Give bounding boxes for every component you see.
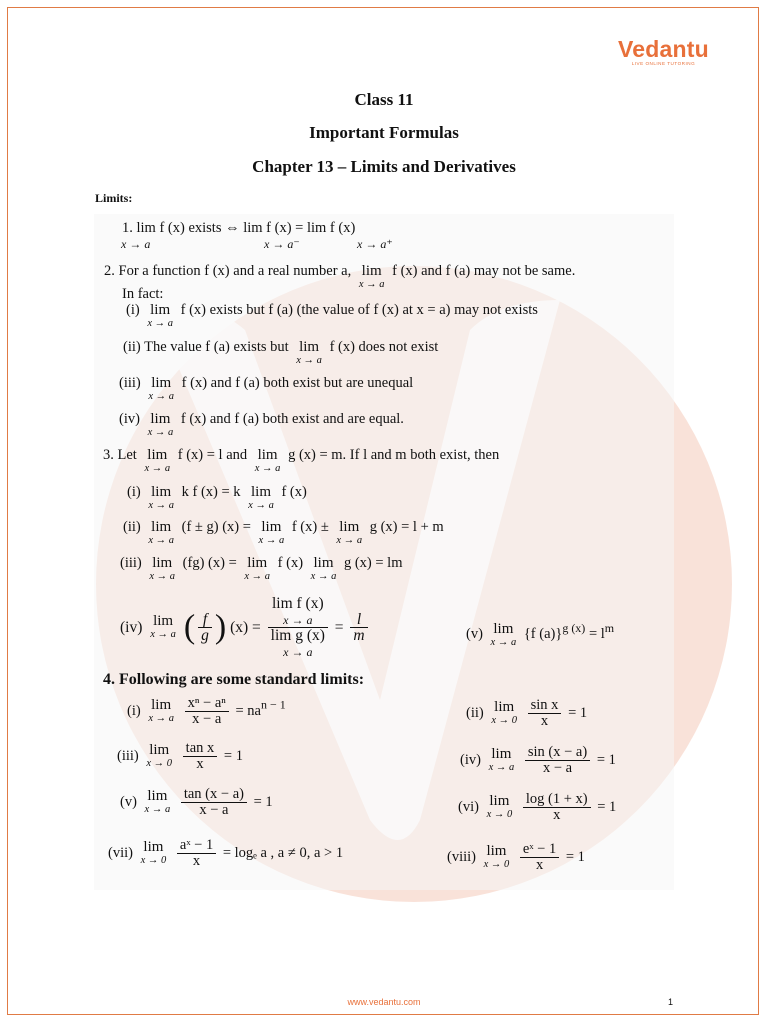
fraction: $\frac{\text{tan x}}{x}$ [183,741,218,771]
exponent: n − 1 [260,697,286,712]
item-label: (viii) [447,848,476,865]
limit-subscript: x → a⁺ [357,237,393,251]
item-text: (x) = [230,618,261,636]
item-text: (fg) (x) = [182,555,237,571]
item-label: (iii) [120,555,142,571]
formula-3-ii [123,520,444,547]
lim-operator: lim x → a [490,621,517,648]
item-text: k f (x) = k [181,484,241,500]
formula-item-3 [103,448,499,475]
formula-3-iv: (iv) lim x → a ( $\frac{f}{g}$ ) (x) = lim f (x) x → a lim g (x) x → a = $\frac{l}{m}$ [120,596,371,659]
limit-subscript: x → a⁻ [264,237,300,251]
class-title: Class 11 [354,90,414,109]
item-text: g (x) = lm [343,555,403,571]
item-text: f (x) ± [291,519,329,535]
lim-operator: lim x → 0 [483,842,510,870]
fraction: $\frac{\log (1 + x)}{x}$ [523,792,591,822]
lim-operator: lim x → a [488,745,515,773]
fraction: $\frac{\sin (x - a)}{x - a}$ [525,745,590,775]
formula-3-i [127,485,307,512]
item-text: f (x) and f (a) both exist and are equal. [180,411,404,427]
fraction: $\frac{\tan (x - a)}{x - a}$ [181,787,247,817]
item-text: {f (a)} [523,625,563,642]
result: = 1 [596,751,616,768]
lim-operator: lim x → a [244,555,271,582]
lim-operator: lim x → a [254,447,281,474]
standard-limit-i [127,696,286,726]
formula-2-i [126,303,538,330]
result: = logₑ a , a ≠ 0, a > 1 [222,844,344,861]
result: = 1 [223,747,243,764]
item-text: (f ± g) (x) = [181,519,251,535]
formula-2-iv [119,412,404,439]
section-label-limits: Limits: [95,191,133,205]
item-text: f (x) = l and [177,447,248,463]
lim-operator: lim x → a [258,519,285,546]
result: = 1 [568,704,588,721]
item-label: (v) [120,793,137,810]
item-label: (v) [466,625,483,642]
item-number: 2. [104,263,115,279]
formula-item-2 [104,264,575,291]
standard-limit-v [120,787,273,817]
lim-operator: lim x → a [144,787,171,815]
item-text: f (x) does not exist [329,339,439,355]
item-text: f (x) and f (a) both exist but are unequal [181,375,414,391]
standard-limit-vii [108,838,343,868]
item-label: (iv) [119,411,140,427]
lim-operator: lim x → a [149,555,176,582]
item-text: The value f (a) exists but [144,339,289,355]
item-label: (vii) [108,844,133,861]
formula-item-1 [122,221,355,236]
lim-operator: lim x → a [150,613,176,641]
lim-operator: lim x → a [336,519,363,546]
formula-2-iii [119,376,413,403]
chapter-title: Chapter 13 – Limits and Derivatives [252,157,516,176]
result: = na [235,702,261,719]
fraction-f-over-g: $\frac{f}{g}$ [198,612,212,644]
logo-tagline: LIVE ONLINE TUTORING [631,61,696,66]
item-label: (i) [126,302,140,318]
lim-operator: lim x → 0 [140,838,167,866]
lim-operator: lim x → a [144,447,171,474]
exponent: m [604,621,615,635]
item-label: (ii) [123,339,141,355]
standard-limit-viii [447,842,585,872]
standard-limit-ii [466,698,587,728]
lim-operator: lim x → a [310,555,337,582]
logo-wordmark: Vedantu [618,36,709,62]
item-text: f (x) [281,484,307,500]
item-text: For a function f (x) and a real number a, [118,263,352,279]
lim-operator: lim x → a [148,484,174,511]
result: = 1 [253,793,273,810]
item-label: (vi) [458,798,479,815]
lim-operator: lim x → a [147,411,174,438]
item-label: (iv) [460,751,481,768]
item-text: f (x) [277,555,304,571]
lim-operator: lim x → a [358,263,385,290]
item-number: 3. [103,447,114,463]
formula-3-v [466,622,614,649]
item-text: = l [588,625,605,642]
page-number: 1 [668,997,674,1007]
lim-operator: lim x → a [148,519,175,546]
standard-limit-iv [460,745,616,775]
result: = 1 [597,798,617,815]
limit-subscript: x → a [121,237,151,251]
fraction-l-over-m: $\frac{l}{m}$ [350,612,367,644]
fraction: $\frac{\text{aˣ − 1}}{x}$ [177,838,216,868]
item-text: Let [117,447,137,463]
standard-limit-vi [458,792,616,822]
fraction: $\frac{\text{xⁿ − aⁿ}}{x - a}$ [185,696,229,726]
lim-operator: lim x → 0 [146,741,173,769]
item-number: 1. [122,220,133,236]
fraction-lim-ratio: lim f (x) x → a lim g (x) x → a [268,596,328,659]
footer-url-link[interactable]: www.vedantu.com [347,997,421,1007]
fraction: $\frac{\text{eˣ − 1}}{x}$ [520,842,559,872]
lim-operator: lim x → a [148,375,175,402]
item-text: f (x) exists but f (a) (the value of f (x) at x = a) may not exists [180,302,538,318]
in-fact-label: In fact: [122,286,164,302]
item-label: (i) [127,702,141,719]
item-text: lim f (x) exists ⇔ lim f (x) = lim f (x) [136,220,356,236]
formula-3-iii [120,556,403,583]
formulas-title: Important Formulas [309,123,459,142]
result: = 1 [565,848,585,865]
lim-operator: lim x → a [148,696,174,724]
lim-operator: lim x → a [248,484,274,511]
item-text: f (x) and f (a) may not be same. [392,263,576,279]
lim-operator: lim x → a [147,302,173,329]
item-label: (i) [127,484,141,500]
item-heading: Following are some standard limits: [119,671,365,688]
item-label: (ii) [466,704,484,721]
lim-operator: lim x → a [296,339,322,366]
item-text: g (x) = m. If l and m both exist, then [288,447,500,463]
item-text: g (x) = l + m [369,519,444,535]
lim-operator: lim x → 0 [491,698,518,726]
formula-2-ii [123,340,438,367]
standard-limit-iii [117,741,243,771]
item-label: (iii) [119,375,141,391]
item-label: (iii) [117,747,139,764]
exponent: g (x) [562,621,586,635]
vedantu-logo [618,36,709,66]
item-label: (ii) [123,519,141,535]
item-number: 4. [103,671,115,688]
item-label: (iv) [120,618,143,636]
fraction: $\frac{\text{sin x}}{x}$ [528,698,562,728]
lim-operator: lim x → 0 [486,792,513,820]
formula-item-4-heading [103,672,364,688]
